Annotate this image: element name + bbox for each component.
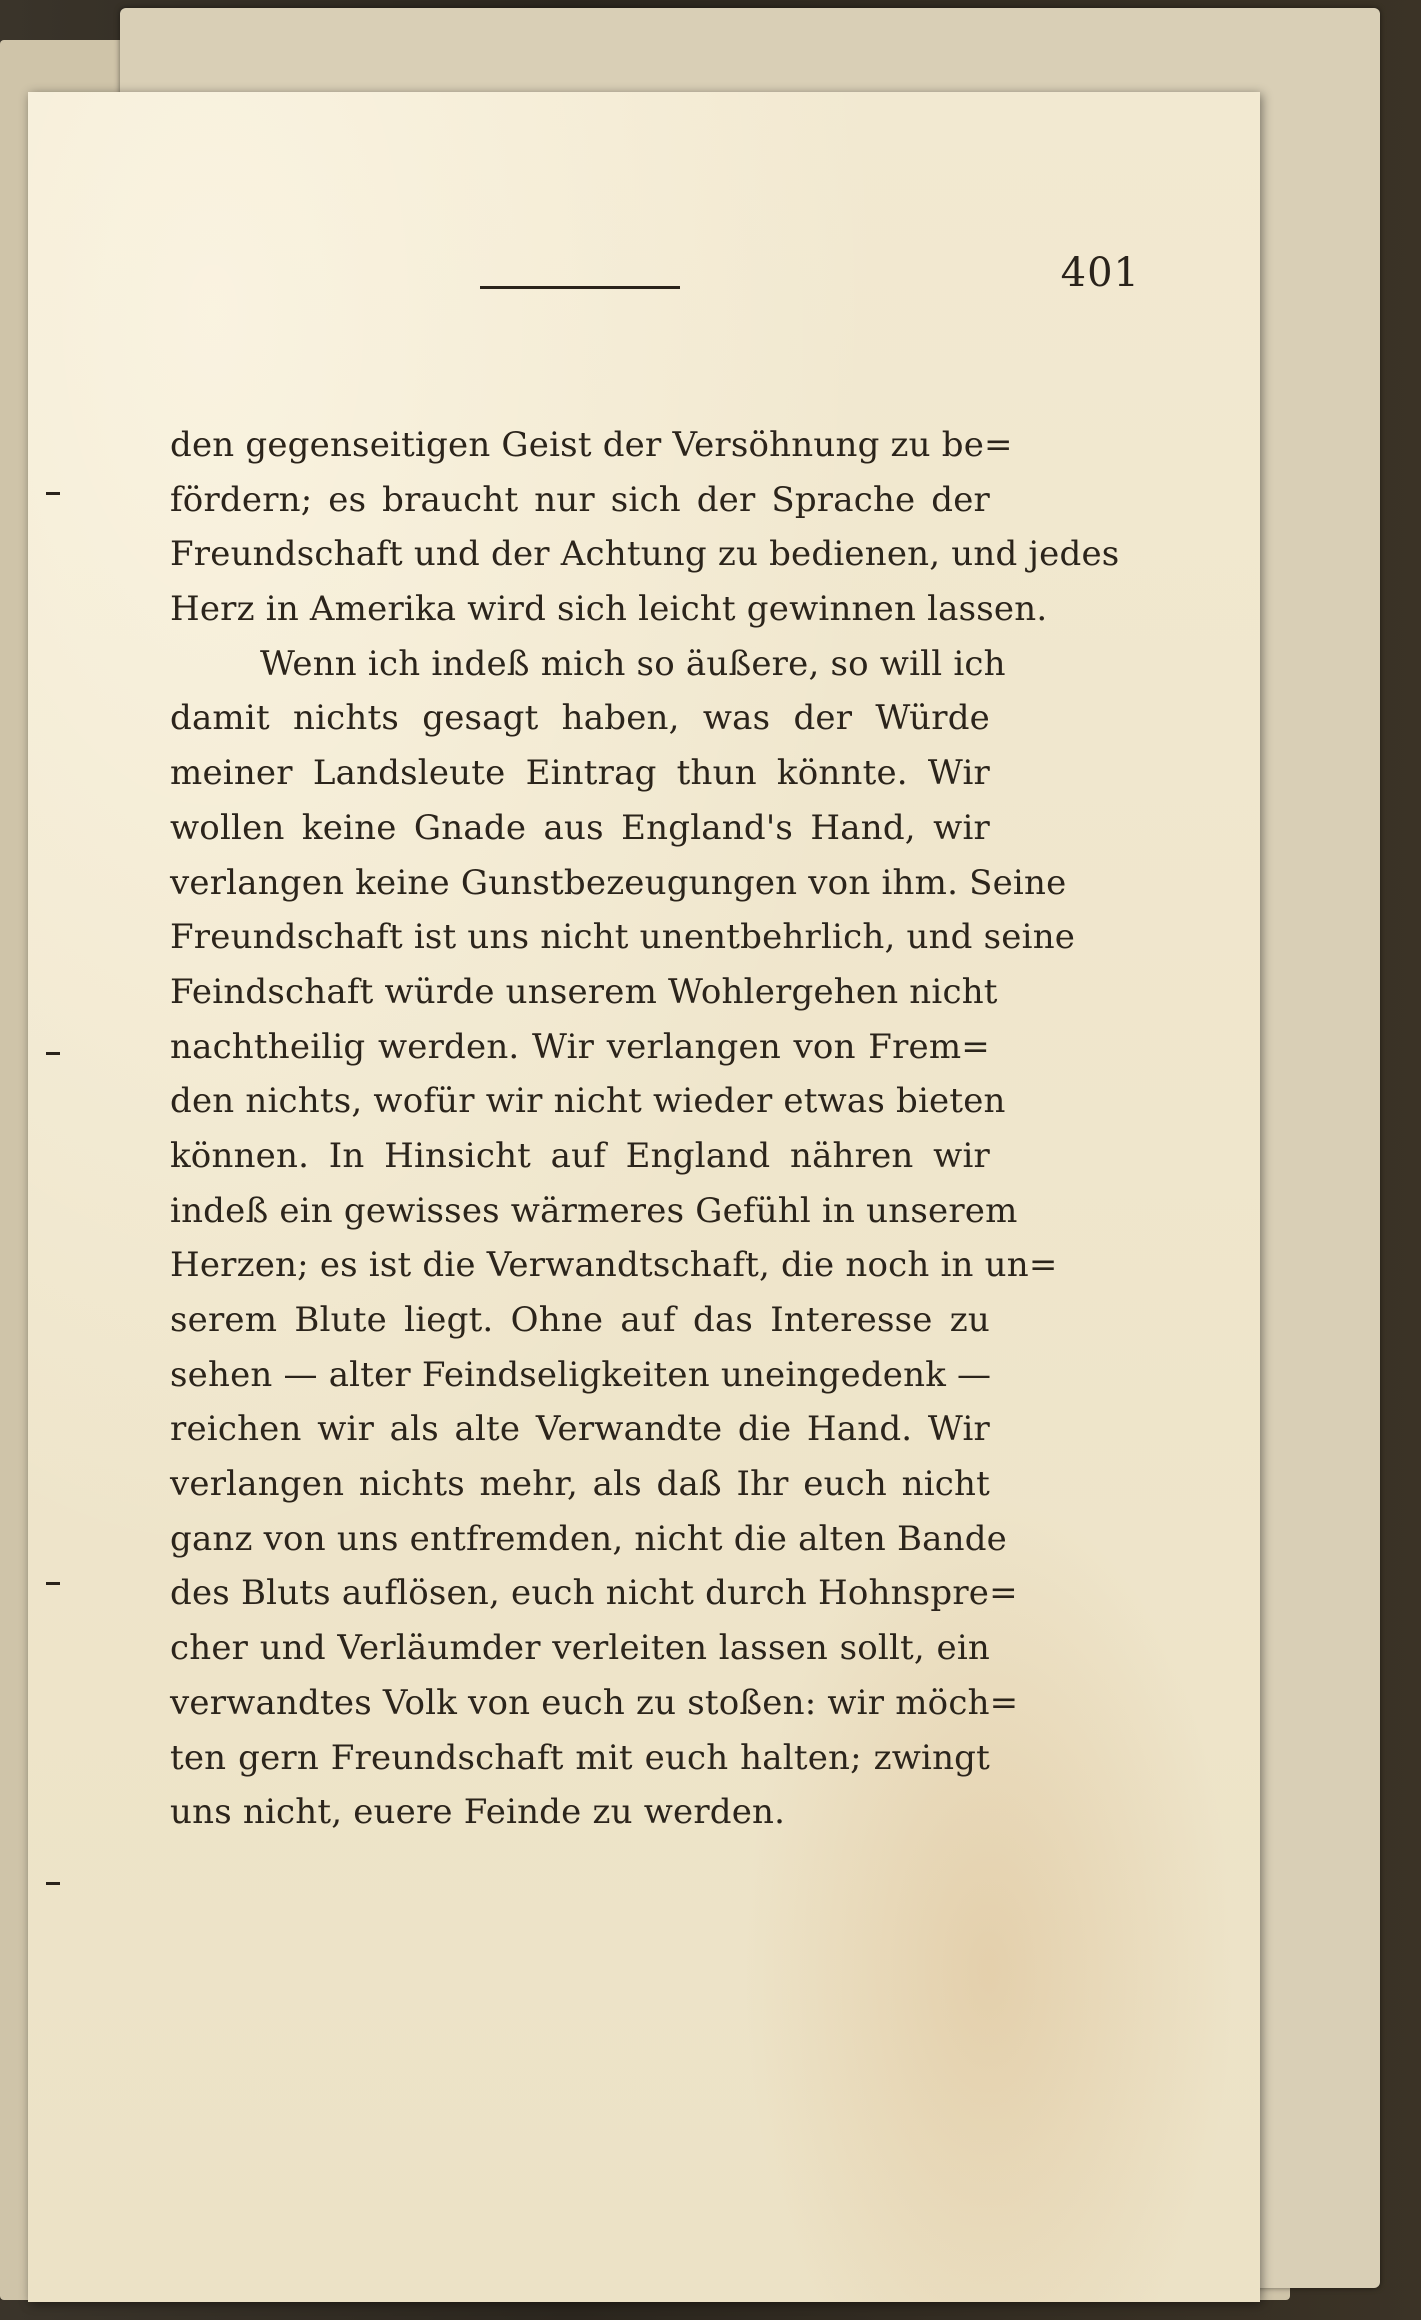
body-text: [170, 418, 1120, 1840]
text-line: können. In Hinsicht auf England nähren wir: [170, 1135, 990, 1176]
text-line: Wenn ich indeß mich so äußere, so will ich: [260, 643, 1006, 684]
text-line: Feindschaft würde unserem Wohlergehen nicht: [170, 971, 998, 1012]
text-line: cher und Verläumder verleiten lassen sollt, ein: [170, 1628, 990, 1669]
text-line: nachtheilig werden. Wir verlangen von Frem=: [170, 1026, 990, 1067]
binding-mark: [46, 1882, 60, 1885]
text-line: verwandtes Volk von euch zu stoßen: wir möch=: [170, 1682, 1019, 1723]
text-line: wollen keine Gnade aus England's Hand, wir: [170, 807, 990, 848]
text-line: des Bluts auflösen, euch nicht durch Hohnspre=: [170, 1573, 1018, 1614]
text-line: Freundschaft ist uns nicht unentbehrlich, und seine: [170, 917, 1076, 958]
text-line: den gegenseitigen Geist der Versöhnung zu be=: [170, 425, 1013, 465]
binding-mark: [46, 1582, 60, 1585]
text-line: ganz von uns entfremden, nicht die alten Bande: [170, 1518, 1007, 1559]
page-header: [140, 250, 1140, 310]
text-line: uns nicht, euere Feinde zu werden.: [170, 1792, 786, 1833]
binding-mark: [46, 1052, 60, 1055]
page-number: 401: [1060, 250, 1140, 296]
text-line: ten gern Freundschaft mit euch halten; zwingt: [170, 1737, 990, 1778]
header-rule: [480, 286, 680, 289]
text-line: Herz in Amerika wird sich leicht gewinnen lassen.: [170, 589, 1048, 630]
text-line: fördern; es braucht nur sich der Sprache der: [170, 479, 990, 520]
text-line: damit nichts gesagt haben, was der Würde: [170, 698, 990, 739]
text-line: indeß ein gewisses wärmeres Gefühl in unserem: [170, 1190, 1018, 1231]
text-line: reichen wir als alte Verwandte die Hand. Wir: [170, 1409, 990, 1450]
text-line: meiner Landsleute Eintrag thun könnte. Wir: [170, 753, 990, 794]
text-line: Freundschaft und der Achtung zu bedienen, und jedes: [170, 534, 1120, 575]
text-line: sehen — alter Feindseligkeiten uneingedenk —: [170, 1354, 992, 1395]
text-line: verlangen keine Gunstbezeugungen von ihm. Seine: [170, 862, 1067, 903]
text-line: den nichts, wofür wir nicht wieder etwas bieten: [170, 1081, 1006, 1122]
text-line: verlangen nichts mehr, als daß Ihr euch nicht: [170, 1464, 990, 1505]
text-line: Herzen; es ist die Verwandtschaft, die noch in un=: [170, 1245, 1058, 1286]
text-line: serem Blute liegt. Ohne auf das Interesse zu: [170, 1300, 990, 1340]
binding-mark: [46, 492, 60, 495]
